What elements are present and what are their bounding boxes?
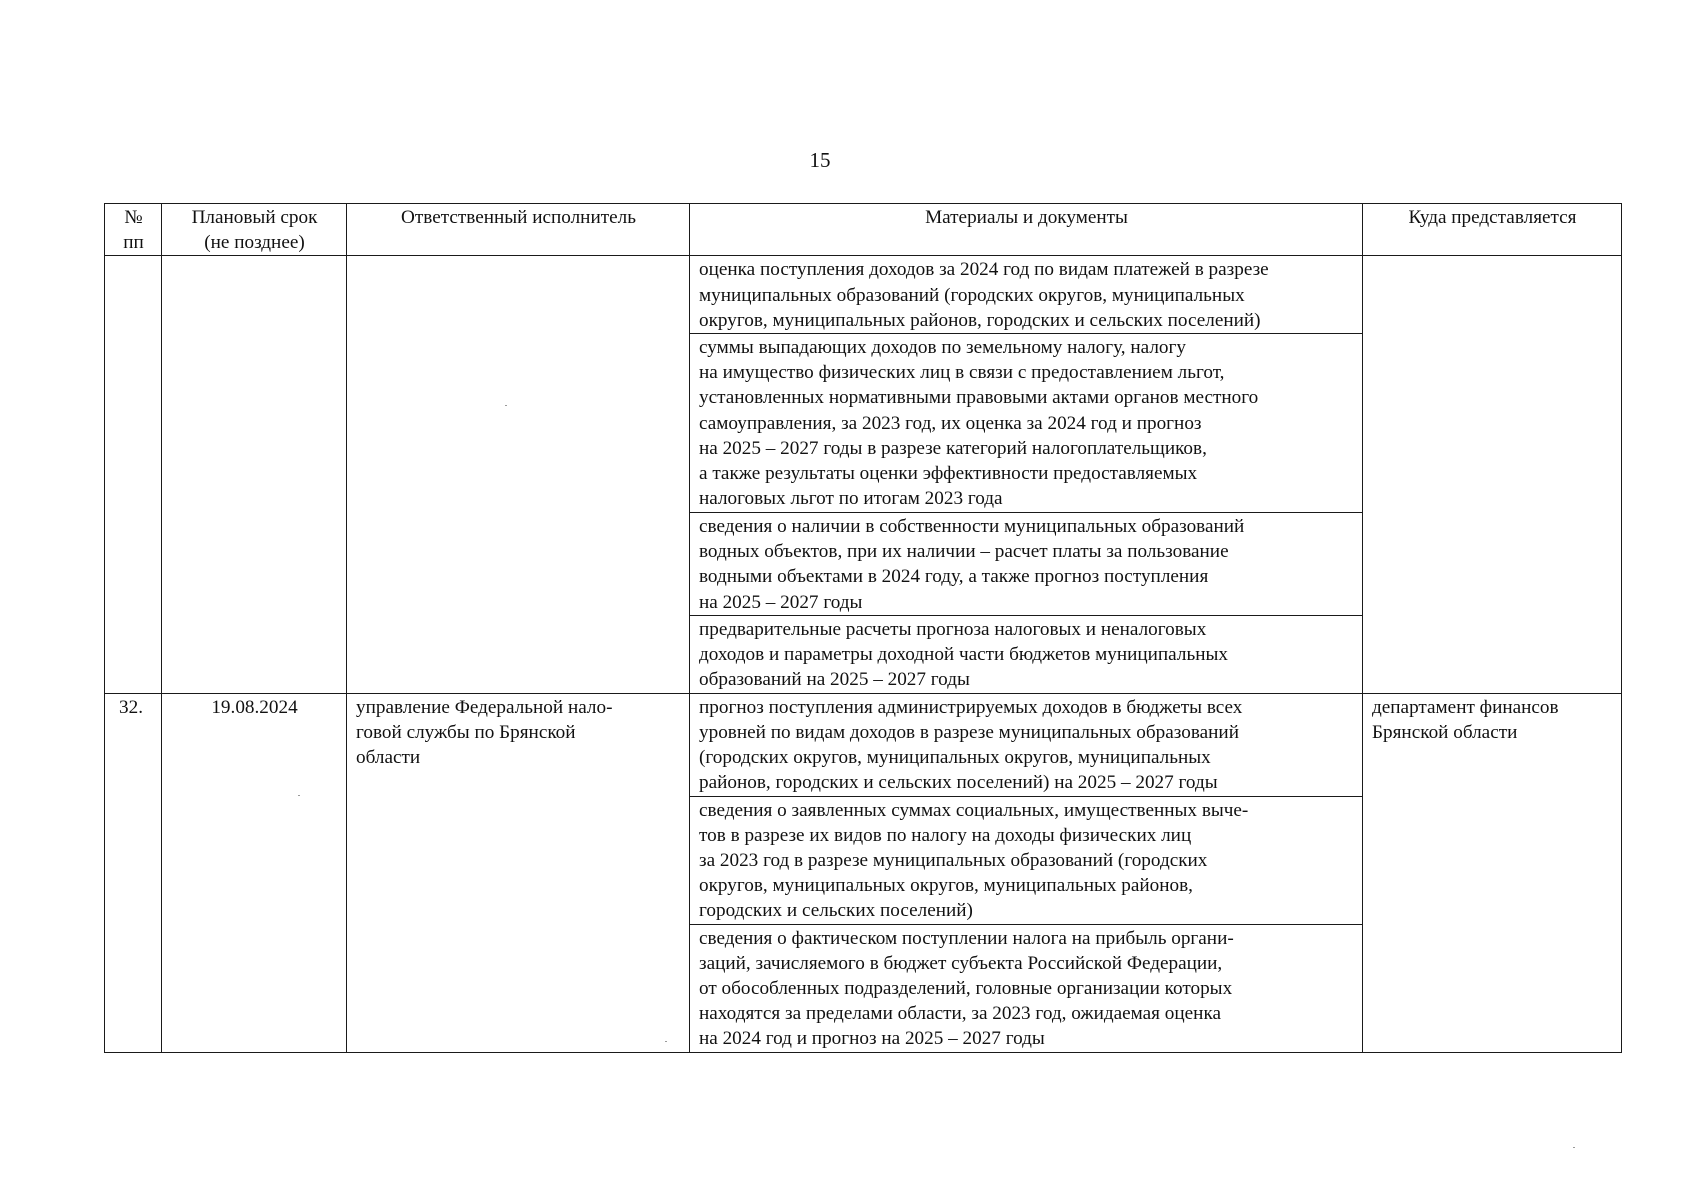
material-item: оценка поступления доходов за 2024 год по видам платежей в разрезе муниципальных образований (городских округов, муниципальных округов, муниципальных районов, городских и сельских поселений)	[690, 256, 1363, 334]
row-responsible	[347, 256, 690, 693]
header-materials: Материалы и документы	[690, 204, 1363, 256]
header-num: № пп	[105, 204, 162, 256]
scan-speck	[665, 1041, 667, 1042]
material-item: прогноз поступления администрируемых доходов в бюджеты всех уровней по видам доходов в разрезе муниципальных образований (городских округов, муниципальных округов, муниципальных районов, городских и сельских поселений) на 2025 – 2027 годы	[690, 693, 1363, 796]
header-row	[105, 204, 1622, 256]
row-destination	[1363, 256, 1622, 693]
row-destination: департамент финансов Брянской области	[1363, 693, 1622, 1052]
material-item: сведения о наличии в собственности муниципальных образований водных объектов, при их наличии – расчет платы за пользование водными объектами в 2024 году, а также прогноз поступления на 2025 – 2027 годы	[690, 513, 1363, 616]
plan-table	[104, 203, 1622, 1053]
material-item: суммы выпадающих доходов по земельному налогу, налогу на имущество физических лиц в связи с предоставлением льгот, установленных нормативными правовыми актами органов местного самоуправления, за 2023 год, их оценка за 2024 год и прогноз на 2025 – 2027 годы в разрезе категорий налогоплательщиков, а также результаты оценки эффективности предоставляемых налоговых льгот по итогам 2023 года	[690, 334, 1363, 513]
scan-speck	[505, 405, 507, 406]
scan-speck	[298, 795, 300, 796]
table-row	[105, 256, 1622, 334]
page-number: 15	[809, 148, 831, 172]
row-num: 32.	[105, 693, 162, 1052]
table-row	[105, 693, 1622, 796]
header-destination: Куда представляется	[1363, 204, 1622, 256]
row-num	[105, 256, 162, 693]
row-term	[162, 256, 347, 693]
row-responsible: управление Федеральной нало- говой службы по Брянской области	[347, 693, 690, 1052]
row-term: 19.08.2024	[162, 693, 347, 1052]
material-item: предварительные расчеты прогноза налоговых и неналоговых доходов и параметры доходной части бюджетов муниципальных образований на 2025 – 2027 годы	[690, 616, 1363, 694]
header-responsible: Ответственный исполнитель	[347, 204, 690, 256]
material-item: сведения о фактическом поступлении налога на прибыль органи- заций, зачисляемого в бюджет субъекта Российской Федерации, от обособленных подразделений, головные организации которых находятся за пределами области, за 2023 год, ожидаемая оценка на 2024 год и прогноз на 2025 – 2027 годы	[690, 924, 1363, 1052]
header-planned-term: Плановый срок (не позднее)	[162, 204, 347, 256]
scan-speck	[1573, 1147, 1575, 1148]
material-item: сведения о заявленных суммах социальных, имущественных выче- тов в разрезе их видов по налогу на доходы физических лиц за 2023 год в разрезе муниципальных образований (городских округов, муниципальных округов, муниципальных районов, городских и сельских поселений)	[690, 796, 1363, 924]
